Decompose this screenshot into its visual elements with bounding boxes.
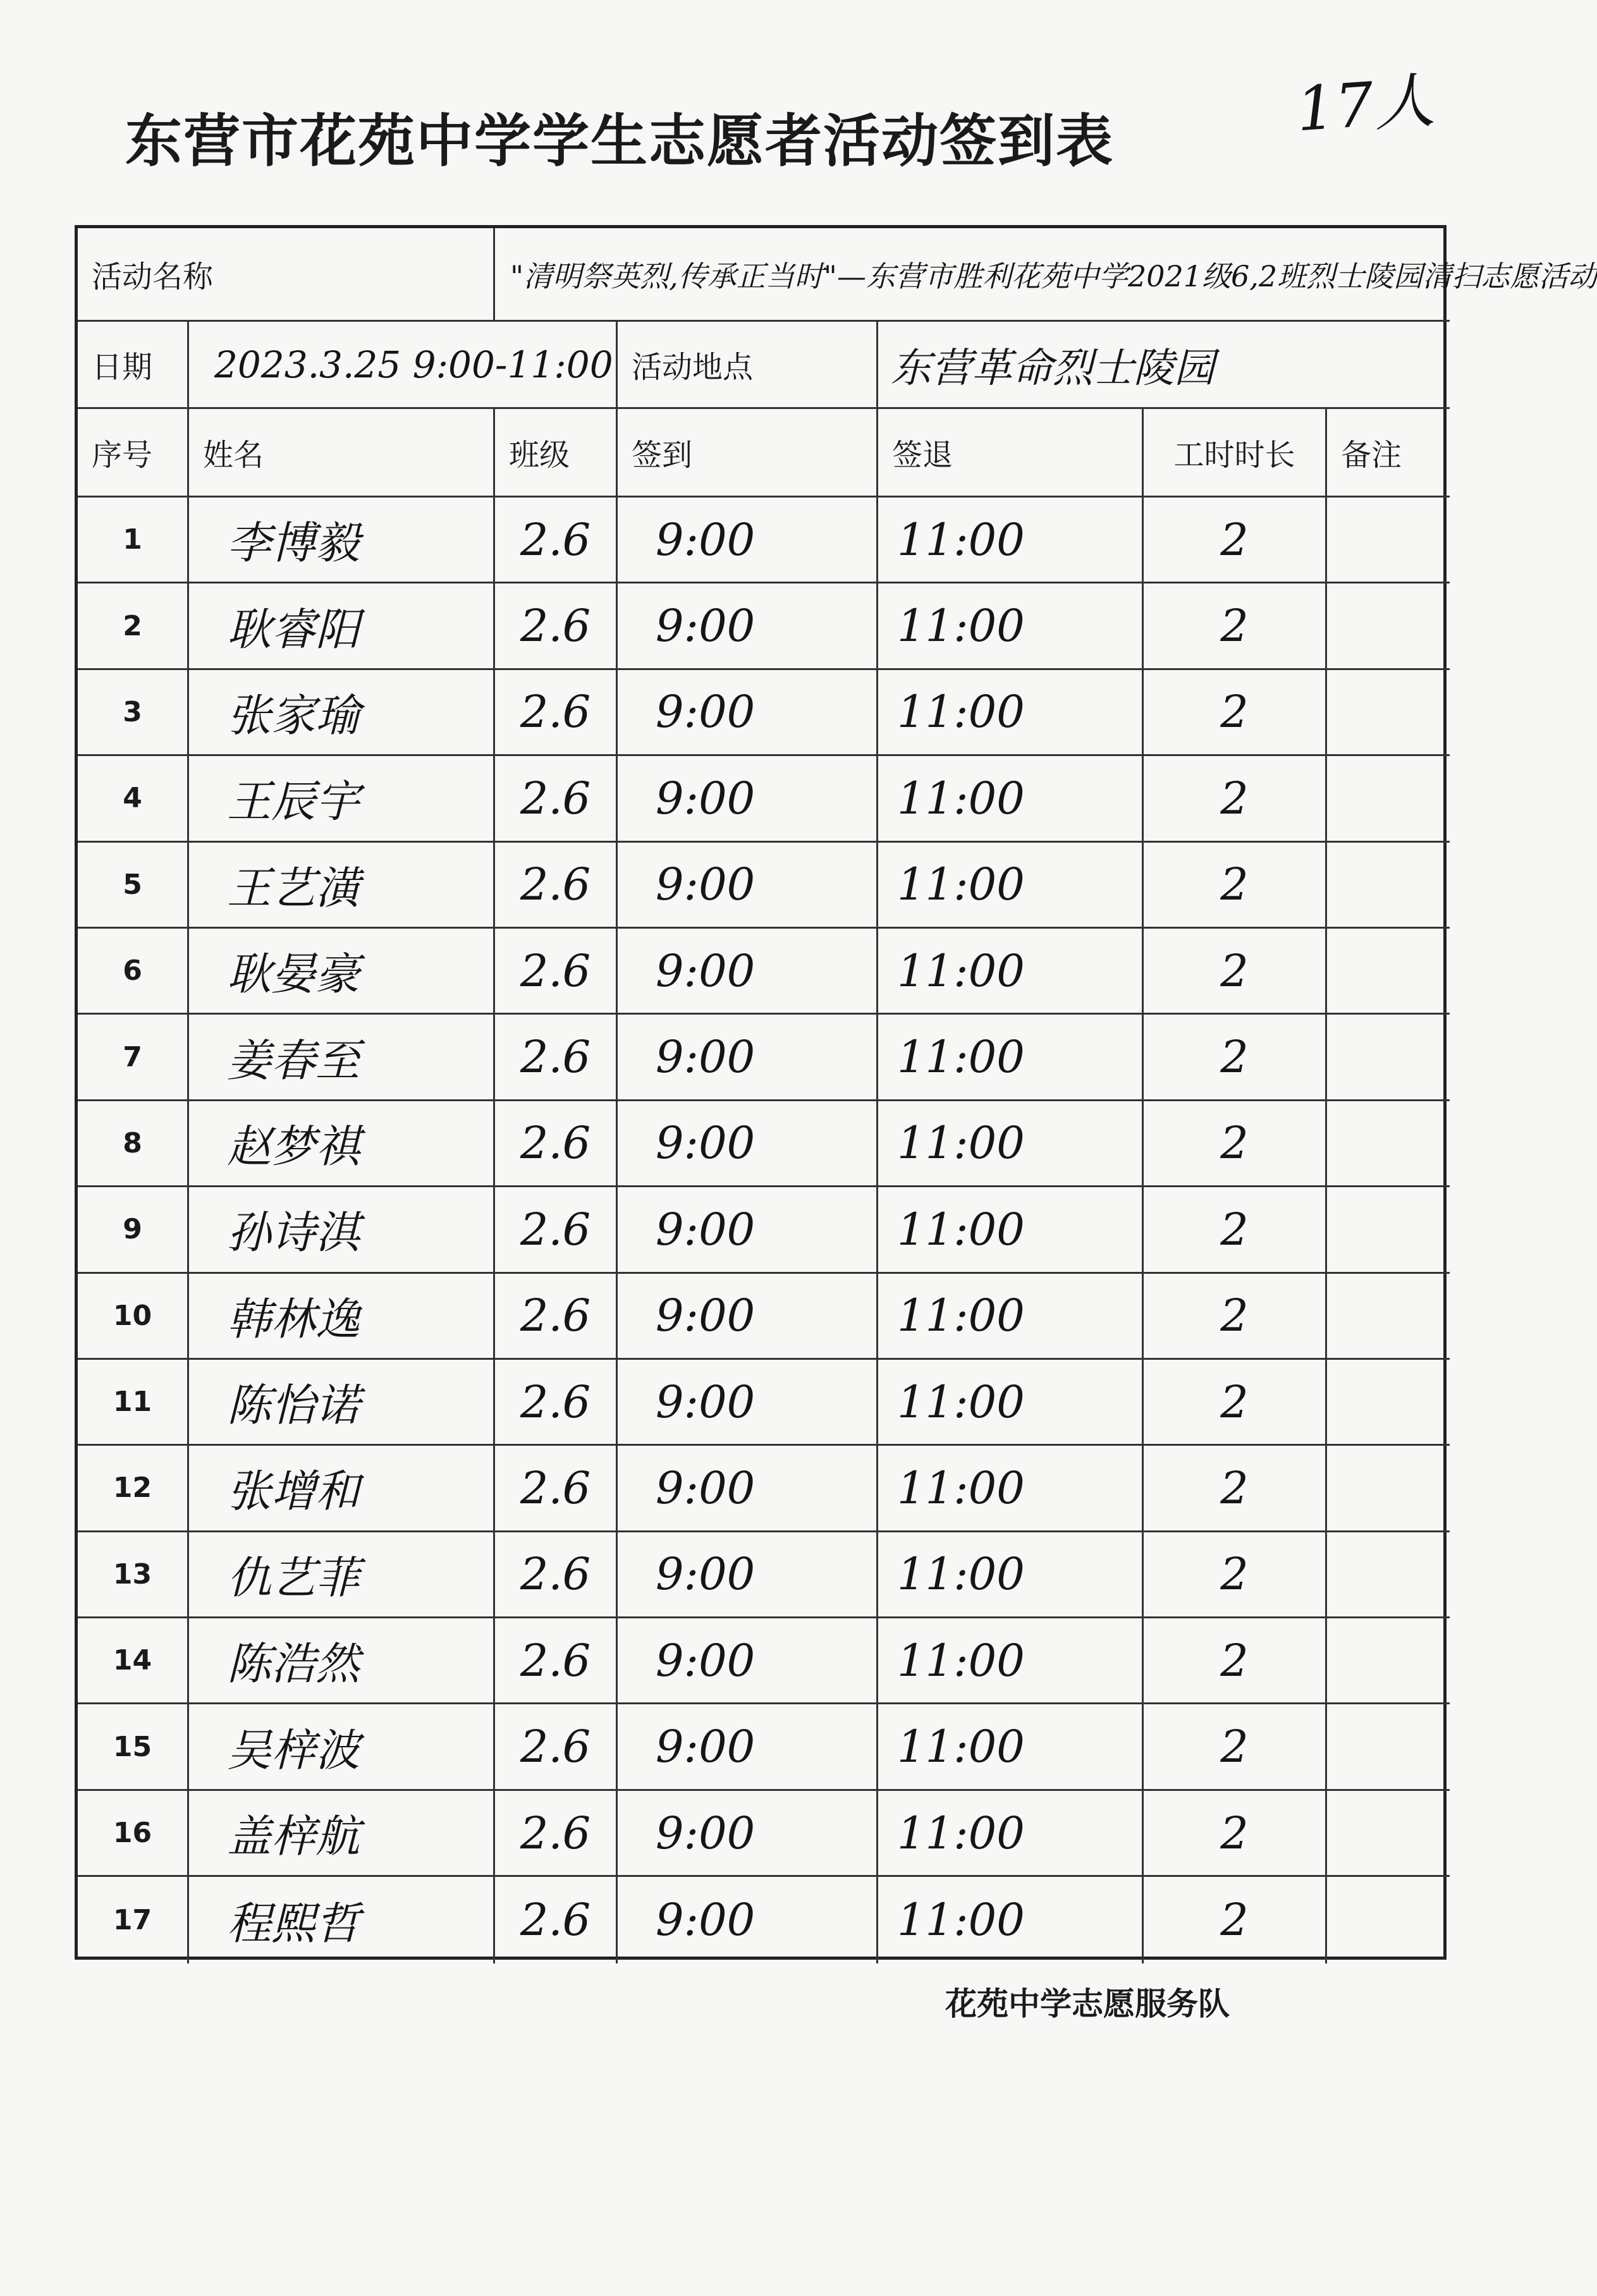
row-sign-out: 11:00 [878,1532,1144,1618]
row-hours: 2 [1144,1791,1327,1877]
row-hours: 2 [1144,1274,1327,1360]
row-sign-out: 11:00 [878,756,1144,842]
row-name: 耿睿阳 [189,583,495,669]
row-sign-in: 9:00 [618,1704,878,1790]
row-sign-out: 11:00 [878,670,1144,756]
row-sign-in: 9:00 [618,498,878,583]
row-hours: 2 [1144,1015,1327,1101]
row-class: 2.6 [495,843,618,929]
row-sign-out: 11:00 [878,929,1144,1015]
row-name: 吴梓波 [189,1704,495,1790]
row-remarks [1327,1446,1450,1532]
row-class: 2.6 [495,1791,618,1877]
row-index: 14 [78,1618,189,1704]
row-sign-in: 9:00 [618,929,878,1015]
row-sign-in: 9:00 [618,1791,878,1877]
column-header-hours: 工时时长 [1144,409,1327,498]
row-name: 陈浩然 [189,1618,495,1704]
row-index: 15 [78,1704,189,1790]
row-remarks [1327,843,1450,929]
row-sign-out: 11:00 [878,1187,1144,1273]
row-class: 2.6 [495,1704,618,1790]
row-sign-out: 11:00 [878,1360,1144,1446]
column-header-name: 姓名 [189,409,495,498]
row-remarks [1327,1791,1450,1877]
column-header-class: 班级 [495,409,618,498]
row-remarks [1327,1101,1450,1187]
row-index: 12 [78,1446,189,1532]
row-sign-out: 11:00 [878,1877,1144,1963]
location-value: 东营革命烈士陵园 [878,322,1450,409]
row-index: 1 [78,498,189,583]
row-index: 7 [78,1015,189,1101]
row-class: 2.6 [495,1274,618,1360]
row-hours: 2 [1144,498,1327,583]
row-class: 2.6 [495,498,618,583]
column-header-index: 序号 [78,409,189,498]
row-remarks [1327,583,1450,669]
row-remarks [1327,1274,1450,1360]
row-sign-in: 9:00 [618,1015,878,1101]
row-sign-in: 9:00 [618,583,878,669]
location-label: 活动地点 [618,322,878,409]
row-sign-out: 11:00 [878,1704,1144,1790]
row-remarks [1327,1360,1450,1446]
row-sign-out: 11:00 [878,1446,1144,1532]
row-hours: 2 [1144,1187,1327,1273]
row-hours: 2 [1144,1704,1327,1790]
row-class: 2.6 [495,1015,618,1101]
activity-name-value: "清明祭英烈,传承正当时"—东营市胜利花苑中学2021级6,2班烈士陵园清扫志愿活动 [495,228,1450,322]
row-index: 8 [78,1101,189,1187]
row-index: 3 [78,670,189,756]
row-sign-out: 11:00 [878,1274,1144,1360]
row-hours: 2 [1144,583,1327,669]
row-sign-out: 11:00 [878,1101,1144,1187]
activity-name-label: 活动名称 [78,228,495,322]
row-remarks [1327,1704,1450,1790]
row-remarks [1327,670,1450,756]
row-name: 姜春至 [189,1015,495,1101]
row-class: 2.6 [495,1360,618,1446]
row-index: 13 [78,1532,189,1618]
row-sign-out: 11:00 [878,498,1144,583]
row-name: 王辰宇 [189,756,495,842]
row-sign-out: 11:00 [878,843,1144,929]
row-class: 2.6 [495,670,618,756]
row-remarks [1327,929,1450,1015]
row-sign-in: 9:00 [618,756,878,842]
row-class: 2.6 [495,1532,618,1618]
row-name: 赵梦祺 [189,1101,495,1187]
row-hours: 2 [1144,1360,1327,1446]
row-name: 盖梓航 [189,1791,495,1877]
row-sign-in: 9:00 [618,1360,878,1446]
row-hours: 2 [1144,756,1327,842]
row-sign-in: 9:00 [618,670,878,756]
row-class: 2.6 [495,1446,618,1532]
date-label: 日期 [78,322,189,409]
row-remarks [1327,1015,1450,1101]
row-index: 2 [78,583,189,669]
row-index: 5 [78,843,189,929]
row-name: 张增和 [189,1446,495,1532]
row-name: 陈怡诺 [189,1360,495,1446]
row-class: 2.6 [495,1877,618,1963]
row-hours: 2 [1144,929,1327,1015]
row-sign-in: 9:00 [618,1532,878,1618]
row-index: 16 [78,1791,189,1877]
row-index: 11 [78,1360,189,1446]
row-name: 韩林逸 [189,1274,495,1360]
row-index: 6 [78,929,189,1015]
row-index: 17 [78,1877,189,1963]
row-class: 2.6 [495,583,618,669]
row-hours: 2 [1144,670,1327,756]
column-header-sign-out: 签退 [878,409,1144,498]
row-sign-in: 9:00 [618,1446,878,1532]
row-remarks [1327,1187,1450,1273]
row-remarks [1327,1618,1450,1704]
row-index: 4 [78,756,189,842]
row-sign-in: 9:00 [618,1101,878,1187]
row-hours: 2 [1144,1101,1327,1187]
row-class: 2.6 [495,929,618,1015]
row-sign-out: 11:00 [878,1791,1144,1877]
row-class: 2.6 [495,1101,618,1187]
row-class: 2.6 [495,1618,618,1704]
column-header-remarks: 备注 [1327,409,1450,498]
row-sign-in: 9:00 [618,843,878,929]
page-title: 东营市花苑中学学生志愿者活动签到表 [125,108,1114,174]
row-hours: 2 [1144,843,1327,929]
row-hours: 2 [1144,1532,1327,1618]
row-hours: 2 [1144,1446,1327,1532]
row-sign-in: 9:00 [618,1618,878,1704]
row-sign-in: 9:00 [618,1187,878,1273]
row-remarks [1327,498,1450,583]
row-remarks [1327,756,1450,842]
row-sign-in: 9:00 [618,1274,878,1360]
row-hours: 2 [1144,1618,1327,1704]
column-header-sign-in: 签到 [618,409,878,498]
row-index: 10 [78,1274,189,1360]
row-remarks [1327,1877,1450,1963]
row-name: 李博毅 [189,498,495,583]
footer-organization: 花苑中学志愿服务队 [945,1986,1230,2022]
sign-in-table [75,225,1597,1960]
page-count-note: 17人 [1294,64,1437,145]
row-sign-in: 9:00 [618,1877,878,1963]
row-name: 王艺潢 [189,843,495,929]
row-name: 程熙哲 [189,1877,495,1963]
row-name: 张家瑜 [189,670,495,756]
row-sign-out: 11:00 [878,1015,1144,1101]
row-remarks [1327,1532,1450,1618]
row-class: 2.6 [495,756,618,842]
row-index: 9 [78,1187,189,1273]
row-name: 仇艺菲 [189,1532,495,1618]
row-hours: 2 [1144,1877,1327,1963]
row-name: 孙诗淇 [189,1187,495,1273]
row-sign-out: 11:00 [878,1618,1144,1704]
row-sign-out: 11:00 [878,583,1144,669]
row-class: 2.6 [495,1187,618,1273]
date-value: 2023.3.25 9:00-11:00 [189,322,618,409]
row-name: 耿晏豪 [189,929,495,1015]
